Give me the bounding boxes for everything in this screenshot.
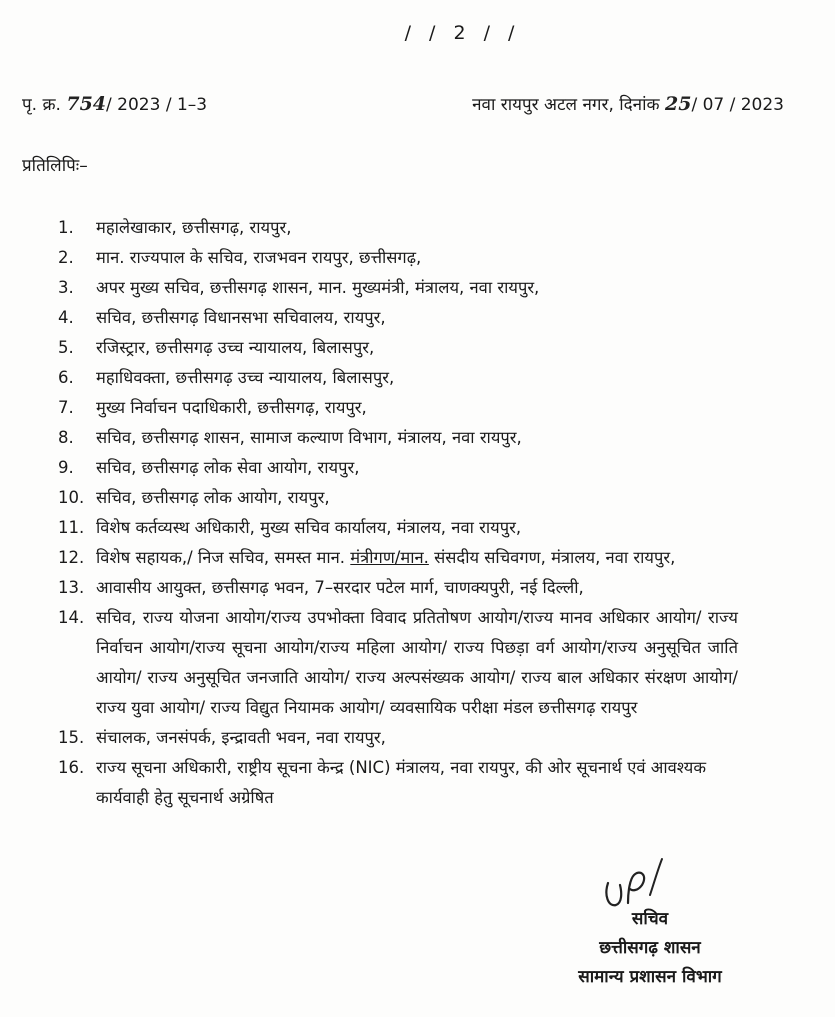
list-item [58,573,738,603]
item-number: 10. [58,488,85,507]
item-number: 7. [58,398,74,417]
page-number: / / 2 / / [404,22,521,44]
item-text: मान. राज्यपाल के सचिव, राजभवन रायपुर, छत्तीसगढ़, [96,248,422,267]
date-rest: / 07 / 2023 [691,95,784,115]
item-text-part: विशेष सहायक,/ निज सचिव, समस्त मान. [96,548,351,567]
recipient-list [58,213,738,813]
place-date [472,92,784,115]
copy-heading: प्रतिलिपिः– [22,156,88,176]
item-text: अपर मुख्य सचिव, छत्तीसगढ़ शासन, मान. मुख्यमंत्री, मंत्रालय, नवा रायपुर, [96,278,540,297]
item-text: संचालक, जनसंपर्क, इन्द्रावती भवन, नवा रायपुर, [96,728,386,747]
item-text: सचिव, छत्तीसगढ़ शासन, सामाज कल्याण विभाग, मंत्रालय, नवा रायपुर, [96,428,522,447]
list-item [58,543,738,573]
item-text: आवासीय आयुक्त, छत्तीसगढ़ भवन, 7–सरदार पटेल मार्ग, चाणक्यपुरी, नई दिल्ली, [96,578,584,597]
list-item [58,303,738,333]
list-item [58,393,738,423]
item-number: 8. [58,428,74,447]
item-number: 15. [58,728,85,747]
signatory-department: सामान्य प्रशासन विभाग [578,967,722,987]
item-number: 6. [58,368,74,387]
item-text: सचिव, छत्तीसगढ़ लोक सेवा आयोग, रायपुर, [96,458,360,477]
item-text: सचिव, छत्तीसगढ़ लोक आयोग, रायपुर, [96,488,330,507]
item-number: 1. [58,218,74,237]
signatory-government: छत्तीसगढ़ शासन [599,938,701,958]
list-item [58,603,738,723]
list-item [58,333,738,363]
item-text: सचिव, राज्य योजना आयोग/राज्य उपभोक्ता विवाद प्रतितोषण आयोग/राज्य मानव अधिकार आयोग/ राज्य निर्वाचन आयोग/राज्य सूचना आयोग/राज्य महिला आयोग/ राज्य पिछड़ा वर्ग आयोग/राज्य अनुसूचित जाति आयोग/ राज्य अनुसूचित जनजाति आयोग/ राज्य अल्पसंख्यक आयोग/ राज्य बाल अधिकार संरक्षण आयोग/ राज्य युवा आयोग/ राज्य विद्युत नियामक आयोग/ व्यवसायिक परीक्षा मंडल छत्तीसगढ़ रायपुर [96,608,738,717]
item-number: 9. [58,458,74,477]
signature-block [535,905,765,992]
item-text: राज्य सूचना अधिकारी, राष्ट्रीय सूचना केन्द्र (NIC) मंत्रालय, नवा रायपुर, की ओर सूचनार्थ एवं आवश्यक कार्यवाही हेतु सूचनार्थ अग्रेषित [96,758,707,807]
reference-number [22,92,207,115]
list-item [58,273,738,303]
list-item [58,753,738,813]
list-item [58,423,738,453]
item-text: रजिस्ट्रार, छत्तीसगढ़ उच्च न्यायालय, बिलासपुर, [96,338,375,357]
item-number: 4. [58,308,74,327]
item-text: मुख्य निर्वाचन पदाधिकारी, छत्तीसगढ़, रायपुर, [96,398,367,417]
item-text: सचिव, छत्तीसगढ़ विधानसभा सचिवालय, रायपुर, [96,308,386,327]
item-text: विशेष कर्तव्यस्थ अधिकारी, मुख्य सचिव कार्यालय, मंत्रालय, नवा रायपुर, [96,518,522,537]
item-number: 14. [58,608,85,627]
item-number: 16. [58,758,85,777]
list-item [58,363,738,393]
item-text: महाधिवक्ता, छत्तीसगढ़ उच्च न्यायालय, बिलासपुर, [96,368,395,387]
item-number: 3. [58,278,74,297]
item-number: 11. [58,518,85,537]
list-item [58,723,738,753]
item-text-part: संसदीय सचिवगण, मंत्रालय, नवा रायपुर, [428,548,676,567]
handwritten-reference-number: 754 [66,93,107,115]
list-item [58,213,738,243]
item-number: 12. [58,548,85,567]
list-item [58,243,738,273]
item-number: 5. [58,338,74,357]
signatory-designation: सचिव [631,909,669,929]
list-item [58,513,738,543]
underlined-text: मंत्रीगण/मान. [350,548,429,567]
list-item [58,453,738,483]
item-text [96,543,738,573]
reference-suffix: / 2023 / 1–3 [106,95,208,115]
item-number: 2. [58,248,74,267]
item-text: महालेखाकार, छत्तीसगढ़, रायपुर, [96,218,292,237]
item-number: 13. [58,578,85,597]
reference-prefix: पृ. क्र. [22,95,61,115]
place-label: नवा रायपुर अटल नगर, दिनांक [472,95,660,115]
list-item [58,483,738,513]
handwritten-day: 25 [664,93,692,115]
